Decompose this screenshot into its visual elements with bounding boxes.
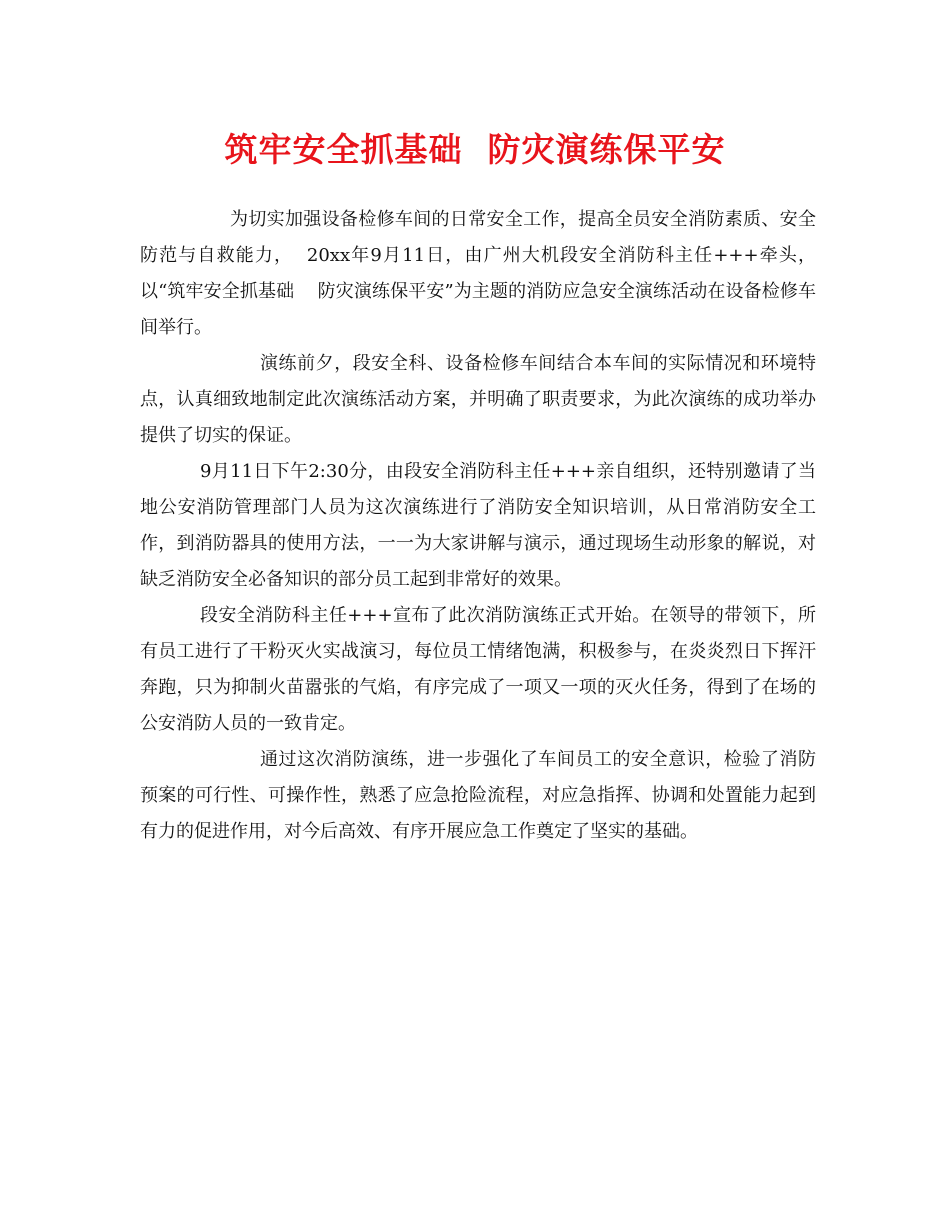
document-body <box>140 202 816 850</box>
paragraph-2: 演练前夕，段安全科、设备检修车间结合本车间的实际情况和环境特点，认真细致地制定此次演练活动方案，并明确了职责要求，为此次演练的成功举办提供了切实的保证。 <box>140 353 816 446</box>
paragraph-4: 段安全消防科主任+++宣布了此次消防演练正式开始。在领导的带领下，所有员工进行了干粉灭火实战演习，每位员工情绪饱满，积极参与，在炎炎烈日下挥汗奔跑，只为抑制火苗嚣张的气焰，有序完成了一项又一项的灭火任务，得到了在场的公安消防人员的一致肯定。 <box>140 605 816 734</box>
document-title: 筑牢安全抓基础 防灾演练保平安 <box>224 130 726 169</box>
paragraph-3: 9月11日下午2:30分，由段安全消防科主任+++亲自组织，还特别邀请了当地公安消防管理部门人员为这次演练进行了消防安全知识培训，从日常消防安全工作，到消防器具的使用方法，一一为大家讲解与演示，通过现场生动形象的解说，对缺乏消防安全必备知识的部分员工起到非常好的效果。 <box>140 461 816 590</box>
paragraph-1: 为切实加强设备检修车间的日常安全工作，提高全员安全消防素质、安全防范与自救能力， 20xx年9月11日，由广州大机段安全消防科主任+++牵头，以“筑牢安全抓基础 防灾演练保平安”为主题的消防应急安全演练活动在设备检修车间举行。 <box>140 209 816 338</box>
paragraph-5: 通过这次消防演练，进一步强化了车间员工的安全意识，检验了消防预案的可行性、可操作性，熟悉了应急抢险流程，对应急指挥、协调和处置能力起到有力的促进作用，对今后高效、有序开展应急工作奠定了坚实的基础。 <box>140 749 816 842</box>
